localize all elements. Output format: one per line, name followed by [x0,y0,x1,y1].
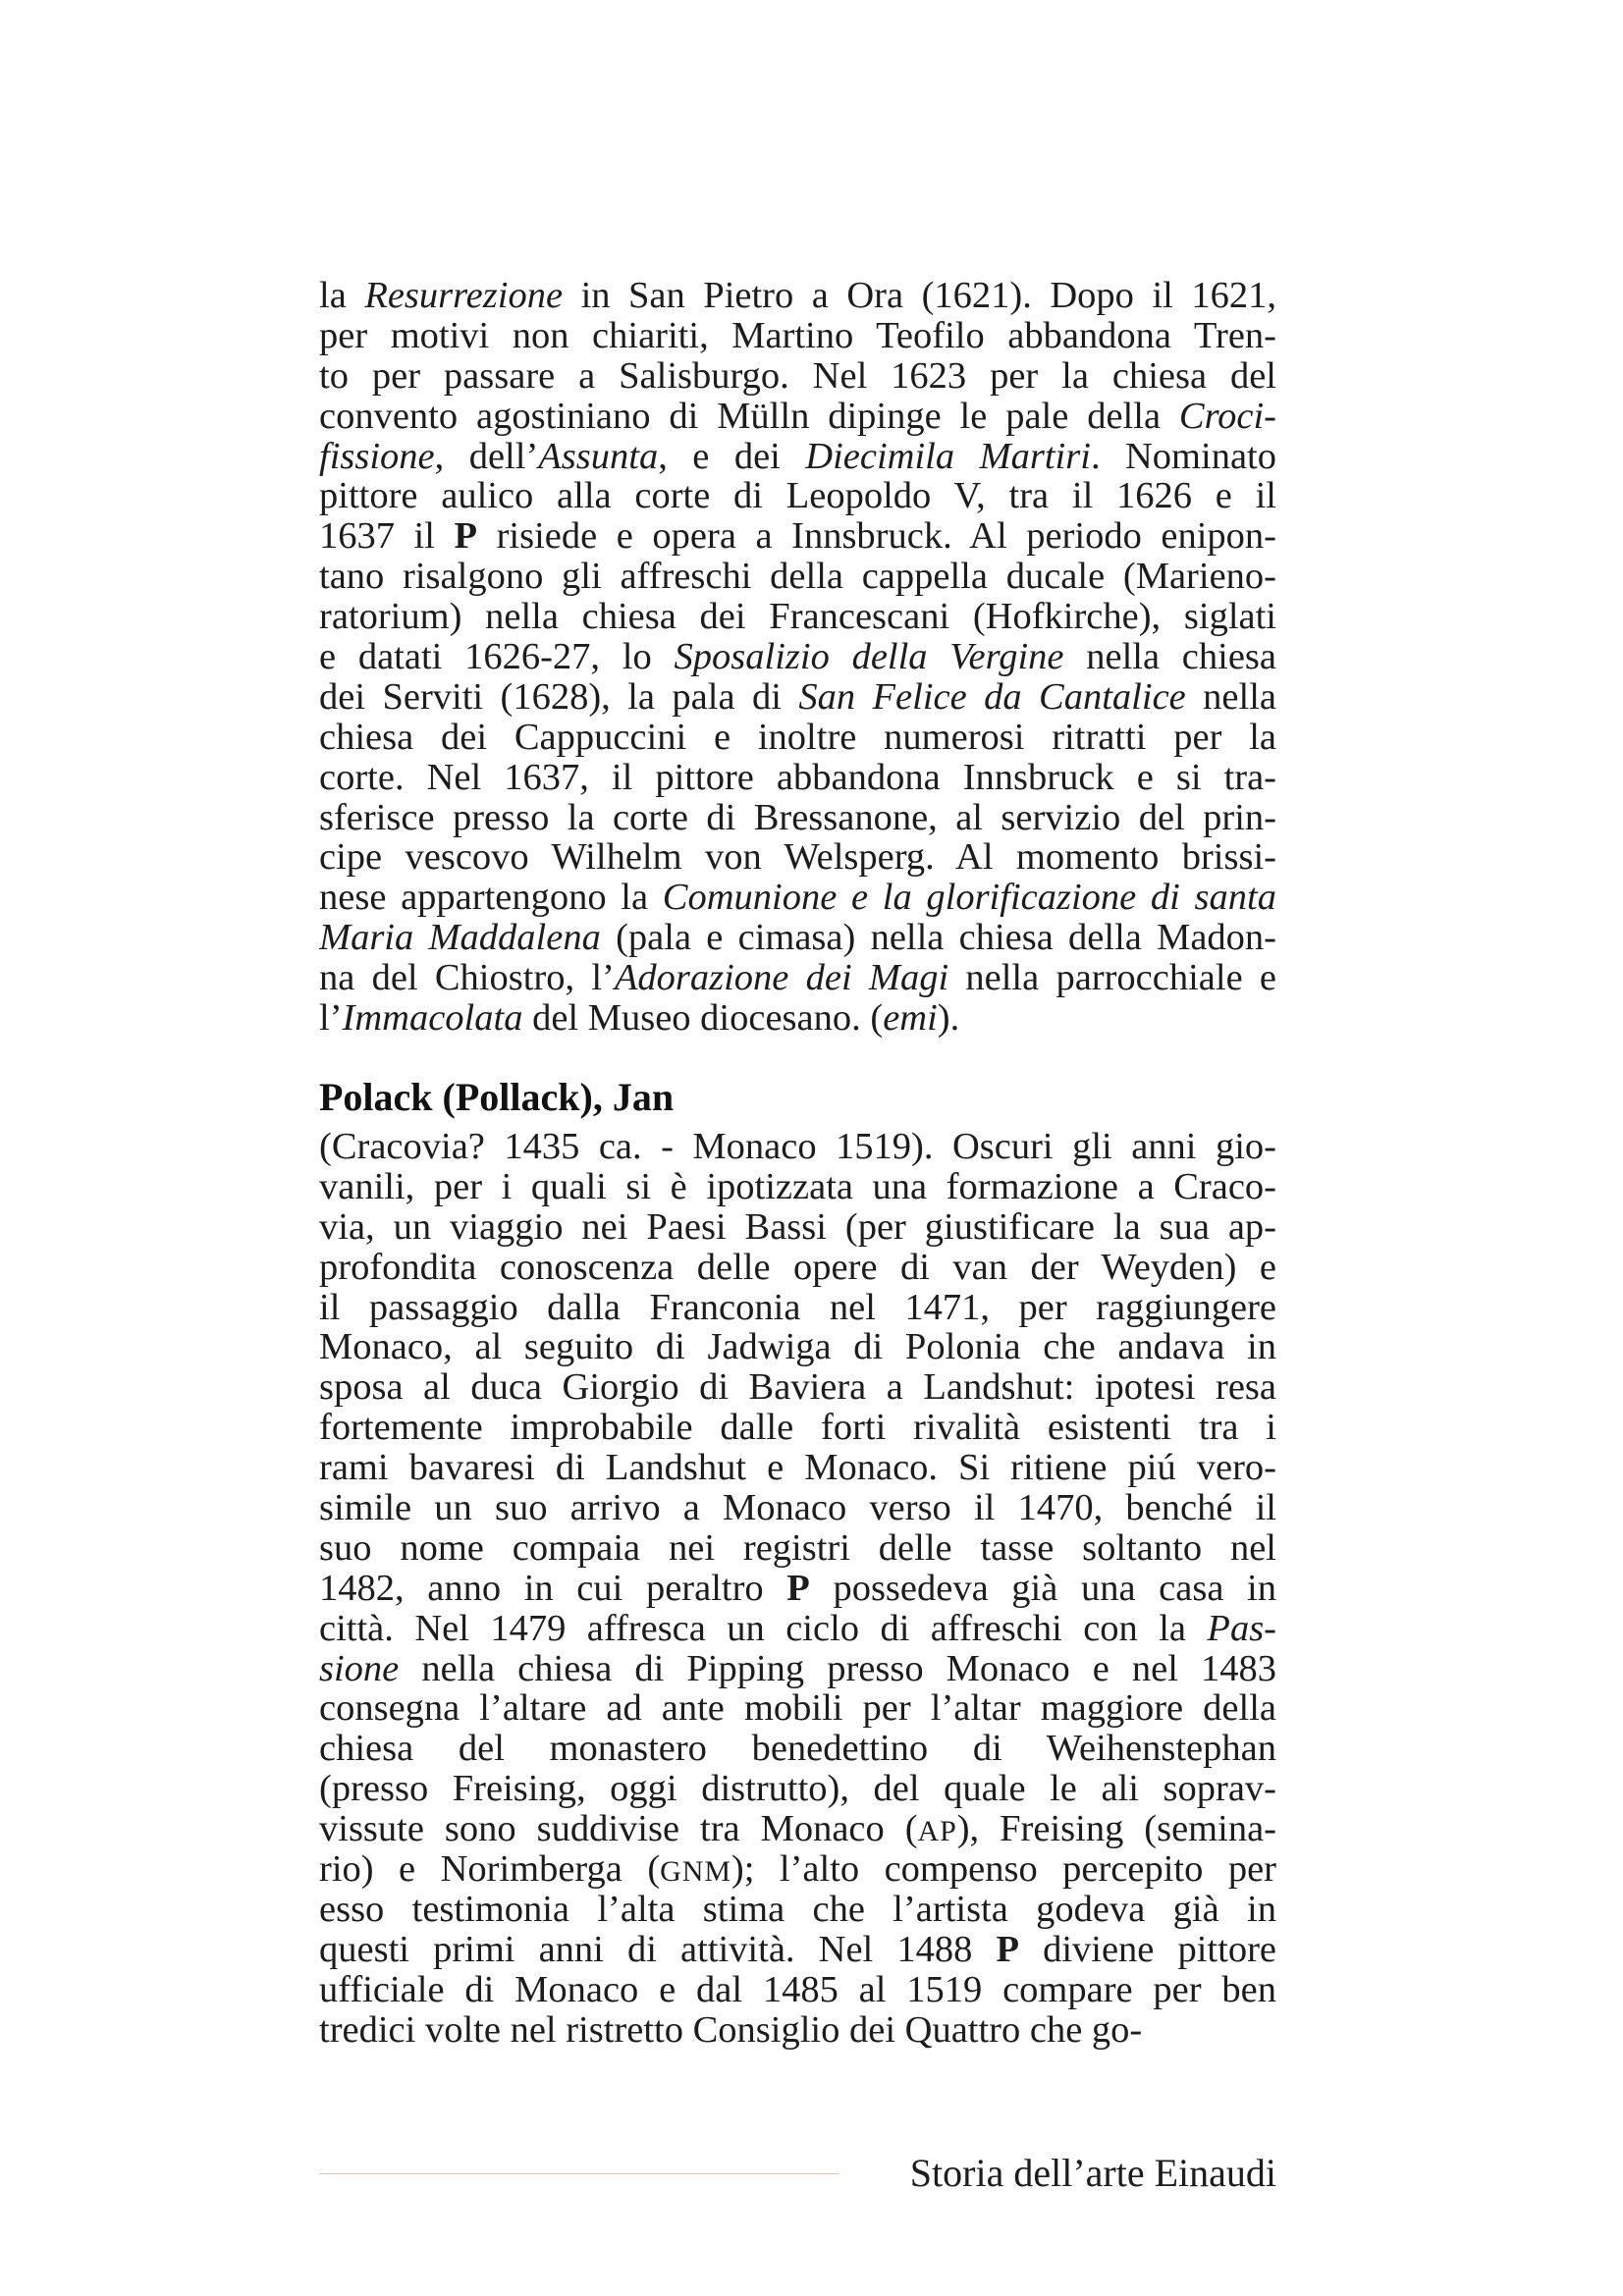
body-text-line: esso testimonia l’alta stima che l’artista godeva già in [319,1889,1276,1930]
body-text-line: rio) e Norimberga (GNM); l’alto compenso percepito per [319,1849,1276,1890]
body-text-line: sposa al duca Giorgio di Baviera a Landshut: ipotesi resa [319,1367,1276,1409]
body-text-line: simile un suo arrivo a Monaco verso il 1470, benché il [319,1488,1276,1528]
body-text-line: via, un viaggio nei Paesi Bassi (per giustificare la sua ap- [319,1206,1276,1248]
continuation-text-line: dei Serviti (1628), la pala di San Felice da Cantalice nella [319,676,1276,718]
continuation-text-line: nese appartengono la Comunione e la glorificazione di santa [319,878,1276,919]
continuation-text-line: pittore aulico alla corte di Leopoldo V, tra il 1626 e il [319,476,1276,517]
continuation-text-line: cipe vescovo Wilhelm von Welsperg. Al momento brissi- [319,837,1276,879]
continuation-text-line: na del Chiostro, l’Adorazione dei Magi nella parrocchiale e [319,958,1276,999]
body-text-line: sione nella chiesa di Pipping presso Monaco e nel 1483 [319,1648,1276,1689]
body-text-line: (presso Freising, oggi distrutto), del quale le ali soprav- [319,1769,1276,1810]
continuation-text-line: tano risalgono gli affreschi della cappella ducale (Marieno- [319,557,1276,598]
body-text-line: città. Nel 1479 affresca un ciclo di affreschi con la Pas- [319,1608,1276,1649]
continuation-text-line: ratorium) nella chiesa dei Francescani (Hofkirche), siglati [319,597,1276,638]
entry-heading: Polack (Pollack), Jan [319,1075,675,1119]
body-text-line: ufficiale di Monaco e dal 1485 al 1519 compare per ben [319,1969,1276,2010]
continuation-text-line: corte. Nel 1637, il pittore abbandona Innsbruck e si tra- [319,757,1276,798]
continuation-text-line: 1637 il P risiede e opera a Innsbruck. Al periodo enipon- [319,516,1276,558]
continuation-text-line: per motivi non chiariti, Martino Teofilo abbandona Tren- [319,315,1276,356]
continuation-text-line: la Resurrezione in San Pietro a Ora (1621). Dopo il 1621, [319,276,1276,316]
body-text-line: vanili, per i quali si è ipotizzata una formazione a Craco- [319,1166,1276,1207]
body-text-line: il passaggio dalla Franconia nel 1471, per raggiungere [319,1287,1276,1328]
continuation-text-line: sferisce presso la corte di Bressanone, al servizio del prin- [319,797,1276,838]
body-text-line: fortemente improbabile dalle forti rivalità esistenti tra i [319,1408,1276,1449]
body-text-line: tredici volte nel ristretto Consiglio dei Quattro che go- [319,2009,1143,2051]
body-text-line: Monaco, al seguito di Jadwiga di Polonia che andava in [319,1327,1276,1368]
body-text-line: 1482, anno in cui peraltro P possedeva già una casa in [319,1568,1276,1609]
body-text-line: chiesa del monastero benedettino di Weihenstephan [319,1729,1276,1770]
continuation-text-line: chiesa dei Cappuccini e inoltre numerosi ritratti per la [319,717,1276,758]
entry-body-text [319,1127,1276,2050]
body-text-line: profondita conoscenza delle opere di van der Weyden) e [319,1247,1276,1288]
continuation-text-line: fissione, dell’Assunta, e dei Diecimila Martiri. Nominato [319,436,1276,477]
continuation-text-line: l’Immacolata del Museo diocesano. (emi). [319,998,960,1039]
body-text-line: questi primi anni di attività. Nel 1488 P diviene pittore [319,1929,1276,1970]
body-text-line: rami bavaresi di Landshut e Monaco. Si ritiene piú vero- [319,1448,1276,1489]
continuation-text-line: e datati 1626-27, lo Sposalizio della Vergine nella chiesa [319,637,1276,677]
footer-rule [319,2173,839,2174]
body-text-line: (Cracovia? 1435 ca. - Monaco 1519). Oscuri gli anni gio- [319,1127,1276,1167]
footer-title: Storia dell’arte Einaudi [909,2151,1276,2195]
entry-continuation-text [319,276,1276,1039]
body-text-line: suo nome compaia nei registri delle tasse soltanto nel [319,1527,1276,1569]
continuation-text-line: Maria Maddalena (pala e cimasa) nella chiesa della Madon- [319,918,1276,959]
continuation-text-line: to per passare a Salisburgo. Nel 1623 per la chiesa del [319,355,1276,397]
body-text-line: consegna l’altare ad ante mobili per l’altar maggiore della [319,1688,1276,1730]
continuation-text-line: convento agostiniano di Mülln dipinge le pale della Croci- [319,396,1276,437]
body-text-line: vissute sono suddivise tra Monaco (AP), Freising (semina- [319,1809,1276,1850]
